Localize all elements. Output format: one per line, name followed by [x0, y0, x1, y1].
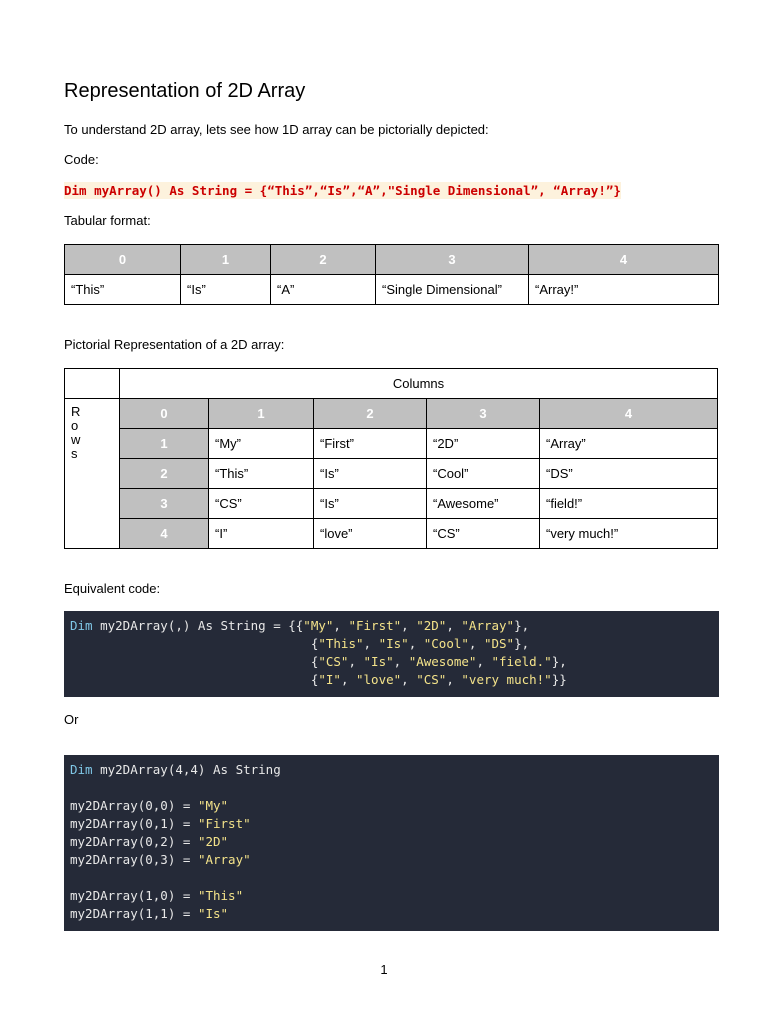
code-string: "Array" — [461, 618, 515, 633]
col-header-cell: 3 — [427, 399, 540, 429]
code-string: "CS" — [318, 654, 349, 669]
table-cell: “CS” — [427, 519, 540, 549]
code-text: my2DArray(0,1) = — [70, 816, 198, 831]
col-header-cell: 1 — [209, 399, 314, 429]
corner-cell — [65, 369, 120, 399]
code-string: "My" — [303, 618, 334, 633]
code-text: my2DArray(0,3) = — [70, 852, 198, 867]
code-string: "Awesome" — [408, 654, 477, 669]
code-string: "Is" — [197, 906, 229, 921]
rows-label — [65, 399, 120, 549]
table-cell: “CS” — [209, 489, 314, 519]
table-row — [65, 519, 718, 549]
col-header-cell: 2 — [314, 399, 427, 429]
header-cell: 2 — [271, 245, 376, 275]
code-label: Code: — [64, 152, 99, 167]
code-keyword: Dim — [70, 618, 93, 633]
page-title: Representation of 2D Array — [64, 80, 306, 102]
table-cell: “field!” — [540, 489, 718, 519]
code-string: "Array" — [197, 852, 251, 867]
table-cell: “First” — [314, 429, 427, 459]
table-row — [65, 459, 718, 489]
code-block-2d-initializer: Dim my2DArray(,) As String = {{"My", "First", "2D", "Array"}, {"This", "Is", "Cool", "DS"}, {"CS", "Is", "Awesome", "field."}, {"I", "love", "CS", "very much!"}} — [64, 611, 719, 697]
table-cell: “Cool” — [427, 459, 540, 489]
code-string: "2D" — [416, 618, 447, 633]
table-row — [65, 429, 718, 459]
code-text: my2DArray(,) As String = {{ — [92, 618, 304, 633]
code-string: "My" — [197, 798, 229, 813]
table-cell: “This” — [209, 459, 314, 489]
code-text: my2DArray(1,0) = — [70, 888, 198, 903]
row-index-cell: 2 — [120, 459, 209, 489]
code-string: "I" — [318, 672, 341, 687]
table-cell: “Array” — [540, 429, 718, 459]
table-cell: “Is” — [314, 489, 427, 519]
intro-text: To understand 2D array, lets see how 1D array can be pictorially depicted: — [64, 122, 489, 137]
table-cell: “love” — [314, 519, 427, 549]
value-cell: “Is” — [181, 275, 271, 305]
code-string: "love" — [356, 672, 402, 687]
table-2d-columns-row — [65, 369, 718, 399]
table-cell: “Awesome” — [427, 489, 540, 519]
value-cell: “Single Dimensional” — [376, 275, 529, 305]
code-string: "CS" — [416, 672, 447, 687]
tabular-label: Tabular format: — [64, 213, 151, 228]
table-cell: “My” — [209, 429, 314, 459]
code-string: "Cool" — [423, 636, 469, 651]
code-string: "DS" — [483, 636, 515, 651]
rows-letter: w — [71, 432, 81, 447]
table-2d-header-row — [65, 399, 718, 429]
page-number: 1 — [380, 962, 388, 977]
header-cell: 4 — [529, 245, 719, 275]
code-string: "very much!" — [461, 672, 552, 687]
code-string: "2D" — [197, 834, 229, 849]
code-1d: Dim myArray() As String = {“This”,“Is”,“A”,"Single Dimensional”, “Array!”} — [64, 183, 621, 198]
code-text: my2DArray(4,4) As String — [92, 762, 281, 777]
table-cell: “Is” — [314, 459, 427, 489]
code-string: "First" — [348, 618, 402, 633]
col-header-cell: 4 — [540, 399, 718, 429]
code-string: "This" — [318, 636, 364, 651]
header-cell: 0 — [65, 245, 181, 275]
code-block-2d-assignments — [64, 755, 719, 931]
or-label: Or — [64, 712, 79, 727]
table-cell: “I” — [209, 519, 314, 549]
code-text: my2DArray(0,0) = — [70, 798, 198, 813]
table-2d — [64, 368, 718, 549]
pictorial-label: Pictorial Representation of a 2D array: — [64, 337, 285, 352]
code-string: "field." — [491, 654, 552, 669]
value-cell: “A” — [271, 275, 376, 305]
value-cell: “This” — [65, 275, 181, 305]
row-index-cell: 3 — [120, 489, 209, 519]
row-index-cell: 4 — [120, 519, 209, 549]
rows-letter: s — [71, 446, 78, 461]
code-string: "Is" — [378, 636, 409, 651]
table-row — [65, 489, 718, 519]
table-cell: “DS” — [540, 459, 718, 489]
rows-letter: o — [71, 418, 79, 433]
table-1d-value-row — [65, 275, 719, 305]
header-cell: 1 — [181, 245, 271, 275]
table-1d — [64, 244, 719, 305]
row-index-cell: 1 — [120, 429, 209, 459]
code-text: my2DArray(0,2) = — [70, 834, 198, 849]
value-cell: “Array!” — [529, 275, 719, 305]
table-1d-header-row — [65, 245, 719, 275]
header-cell: 3 — [376, 245, 529, 275]
code-text: my2DArray(1,1) = — [70, 906, 198, 921]
columns-label: Columns — [120, 369, 718, 399]
equivalent-label: Equivalent code: — [64, 581, 161, 596]
table-cell: “2D” — [427, 429, 540, 459]
rows-letter: R — [71, 404, 81, 419]
col-header-cell: 0 — [120, 399, 209, 429]
code-string: "This" — [197, 888, 244, 903]
code-keyword: Dim — [70, 762, 93, 777]
table-cell: “very much!” — [540, 519, 718, 549]
code-string: "Is" — [363, 654, 394, 669]
code-string: "First" — [197, 816, 251, 831]
